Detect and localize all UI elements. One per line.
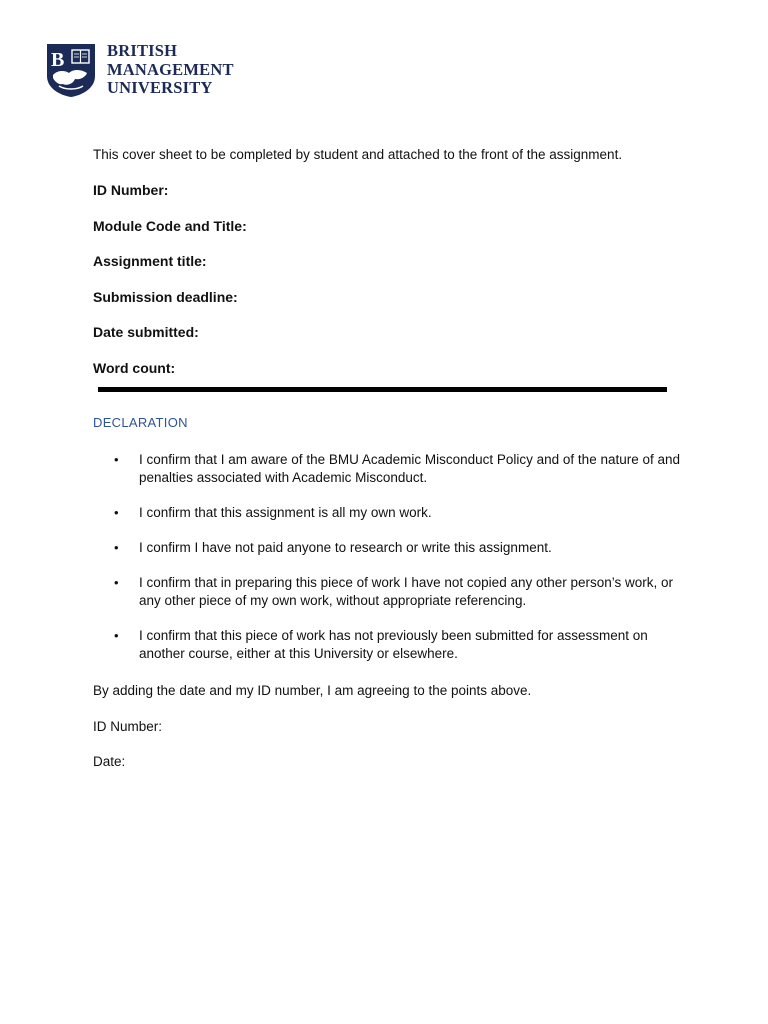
bullet-icon: •	[114, 540, 119, 555]
bullet-icon: •	[114, 505, 119, 520]
word-count-field-label: Word count:	[93, 360, 176, 376]
id-number-field-label: ID Number:	[93, 182, 169, 198]
shield-crest-icon	[45, 42, 97, 98]
declaration-point	[93, 504, 683, 522]
module-code-field-label: Module Code and Title:	[93, 218, 247, 234]
declaration-point-text: I confirm I have not paid anyone to research or write this assignment.	[139, 540, 552, 555]
declaration-list	[93, 451, 683, 680]
declaration-point	[93, 627, 683, 663]
university-logo	[45, 42, 234, 98]
date-submitted-field-label: Date submitted:	[93, 324, 199, 340]
logo-line-university: UNIVERSITY	[107, 78, 213, 97]
submission-deadline-field-label: Submission deadline:	[93, 289, 238, 305]
declaration-point-text: I confirm that in preparing this piece of work I have not copied any other person’s work, or any other piece of my own work, without appropriate referencing.	[139, 575, 674, 608]
agreement-text: By adding the date and my ID number, I am agreeing to the points above.	[93, 683, 532, 698]
svg-text:B: B	[51, 49, 65, 71]
logo-line-management: MANAGEMENT	[107, 59, 234, 79]
university-name	[107, 42, 234, 98]
intro-text: This cover sheet to be completed by student and attached to the front of the assignment.	[93, 147, 623, 162]
declaration-point-text: I confirm that this piece of work has not previously been submitted for assessment on another course, either at this University or elsewhere.	[139, 628, 648, 661]
section-divider	[98, 387, 667, 392]
logo-line-british: BRITISH	[107, 41, 178, 60]
bullet-icon: •	[114, 628, 119, 643]
bullet-icon: •	[114, 452, 119, 467]
signature-date-label: Date:	[93, 754, 126, 769]
declaration-point-text: I confirm that I am aware of the BMU Academic Misconduct Policy and of the nature of and penalties associated with Academic Misconduct.	[139, 452, 681, 485]
assignment-title-field-label: Assignment title:	[93, 253, 207, 269]
signature-id-number-label: ID Number:	[93, 719, 163, 734]
declaration-point	[93, 539, 683, 557]
cover-sheet-content	[93, 146, 683, 769]
bullet-icon: •	[114, 575, 119, 590]
declaration-point	[93, 451, 683, 487]
declaration-point	[93, 574, 683, 610]
declaration-point-text: I confirm that this assignment is all my own work.	[139, 505, 432, 520]
declaration-heading: DECLARATION	[93, 415, 188, 430]
